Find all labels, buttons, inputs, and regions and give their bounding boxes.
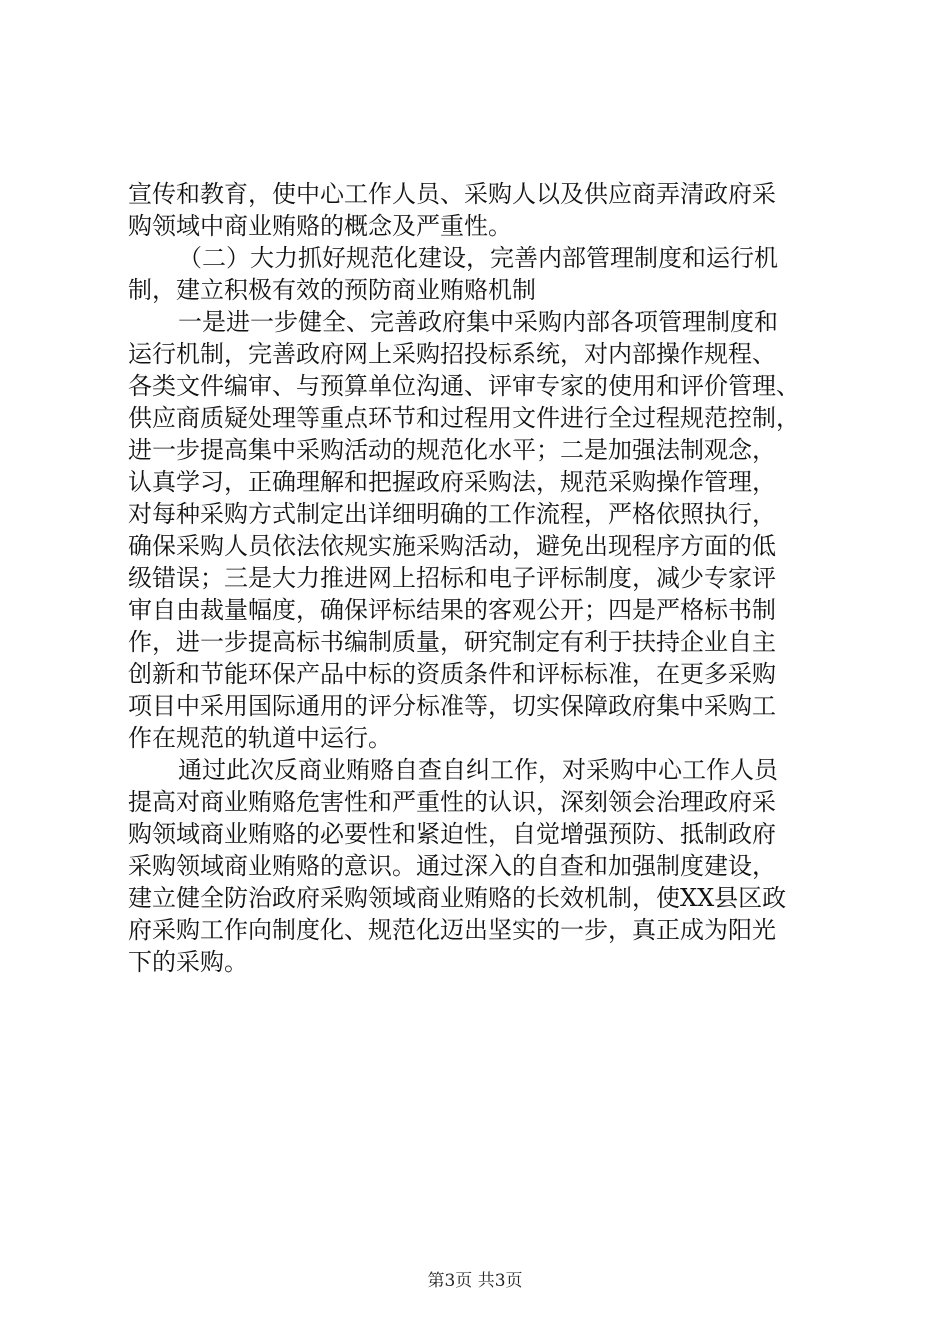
document-body bbox=[128, 178, 833, 978]
text-line: 级错误；三是大力推进网上招标和电子评标制度，减少专家评 bbox=[128, 564, 776, 592]
text-line: 一是进一步健全、完善政府集中采购内部各项管理制度和 bbox=[178, 308, 778, 336]
text-line: 审自由裁量幅度，确保评标结果的客观公开；四是严格标书制 bbox=[128, 596, 776, 624]
text-line: 项目中采用国际通用的评分标准等，切实保障政府集中采购工 bbox=[128, 692, 776, 720]
text-line: 对每种采购方式制定出详细明确的工作流程，严格依照执行， bbox=[128, 500, 776, 528]
section-heading bbox=[128, 242, 833, 306]
text-line: 提高对商业贿赂危害性和严重性的认识，深刻领会治理政府采 bbox=[128, 788, 776, 816]
page-footer bbox=[0, 1266, 950, 1291]
text-line: 供应商质疑处理等重点环节和过程用文件进行全过程规范控制， bbox=[128, 404, 800, 432]
text-line: 运行机制，完善政府网上采购招投标系统，对内部操作规程、 bbox=[128, 340, 776, 368]
text-line: 采购领域商业贿赂的意识。通过深入的自查和加强制度建设， bbox=[128, 852, 776, 880]
text-line: （二）大力抓好规范化建设，完善内部管理制度和运行机 bbox=[178, 244, 778, 272]
text-line: 进一步提高集中采购活动的规范化水平；二是加强法制观念， bbox=[128, 436, 776, 464]
text-line: 作，进一步提高标书编制质量，研究制定有利于扶持企业自主 bbox=[128, 628, 776, 656]
text-line: 下的采购。 bbox=[128, 948, 248, 976]
text-line: 创新和节能环保产品中标的资质条件和评标标准，在更多采购 bbox=[128, 660, 776, 688]
paragraph-measures bbox=[128, 306, 833, 754]
text-line: 各类文件编审、与预算单位沟通、评审专家的使用和评价管理、 bbox=[128, 372, 800, 400]
text-line: 府采购工作向制度化、规范化迈出坚实的一步，真正成为阳光 bbox=[128, 916, 776, 944]
text-line: 作在规范的轨道中运行。 bbox=[128, 724, 392, 752]
paragraph-continuation bbox=[128, 178, 833, 242]
text-line: 购领域商业贿赂的必要性和紧迫性，自觉增强预防、抵制政府 bbox=[128, 820, 776, 848]
text-line: 购领域中商业贿赂的概念及严重性。 bbox=[128, 212, 512, 240]
text-line: 建立健全防治政府采购领域商业贿赂的长效机制，使XX县区政 bbox=[128, 884, 787, 912]
page-number: 第3页 共3页 bbox=[427, 1271, 523, 1291]
text-line: 宣传和教育，使中心工作人员、采购人以及供应商弄清政府采 bbox=[128, 180, 776, 208]
text-line: 制，建立积极有效的预防商业贿赂机制 bbox=[128, 276, 536, 304]
text-line: 通过此次反商业贿赂自查自纠工作，对采购中心工作人员 bbox=[178, 756, 778, 784]
paragraph-conclusion bbox=[128, 754, 833, 978]
text-line: 认真学习，正确理解和把握政府采购法，规范采购操作管理， bbox=[128, 468, 776, 496]
text-line: 确保采购人员依法依规实施采购活动，避免出现程序方面的低 bbox=[128, 532, 776, 560]
